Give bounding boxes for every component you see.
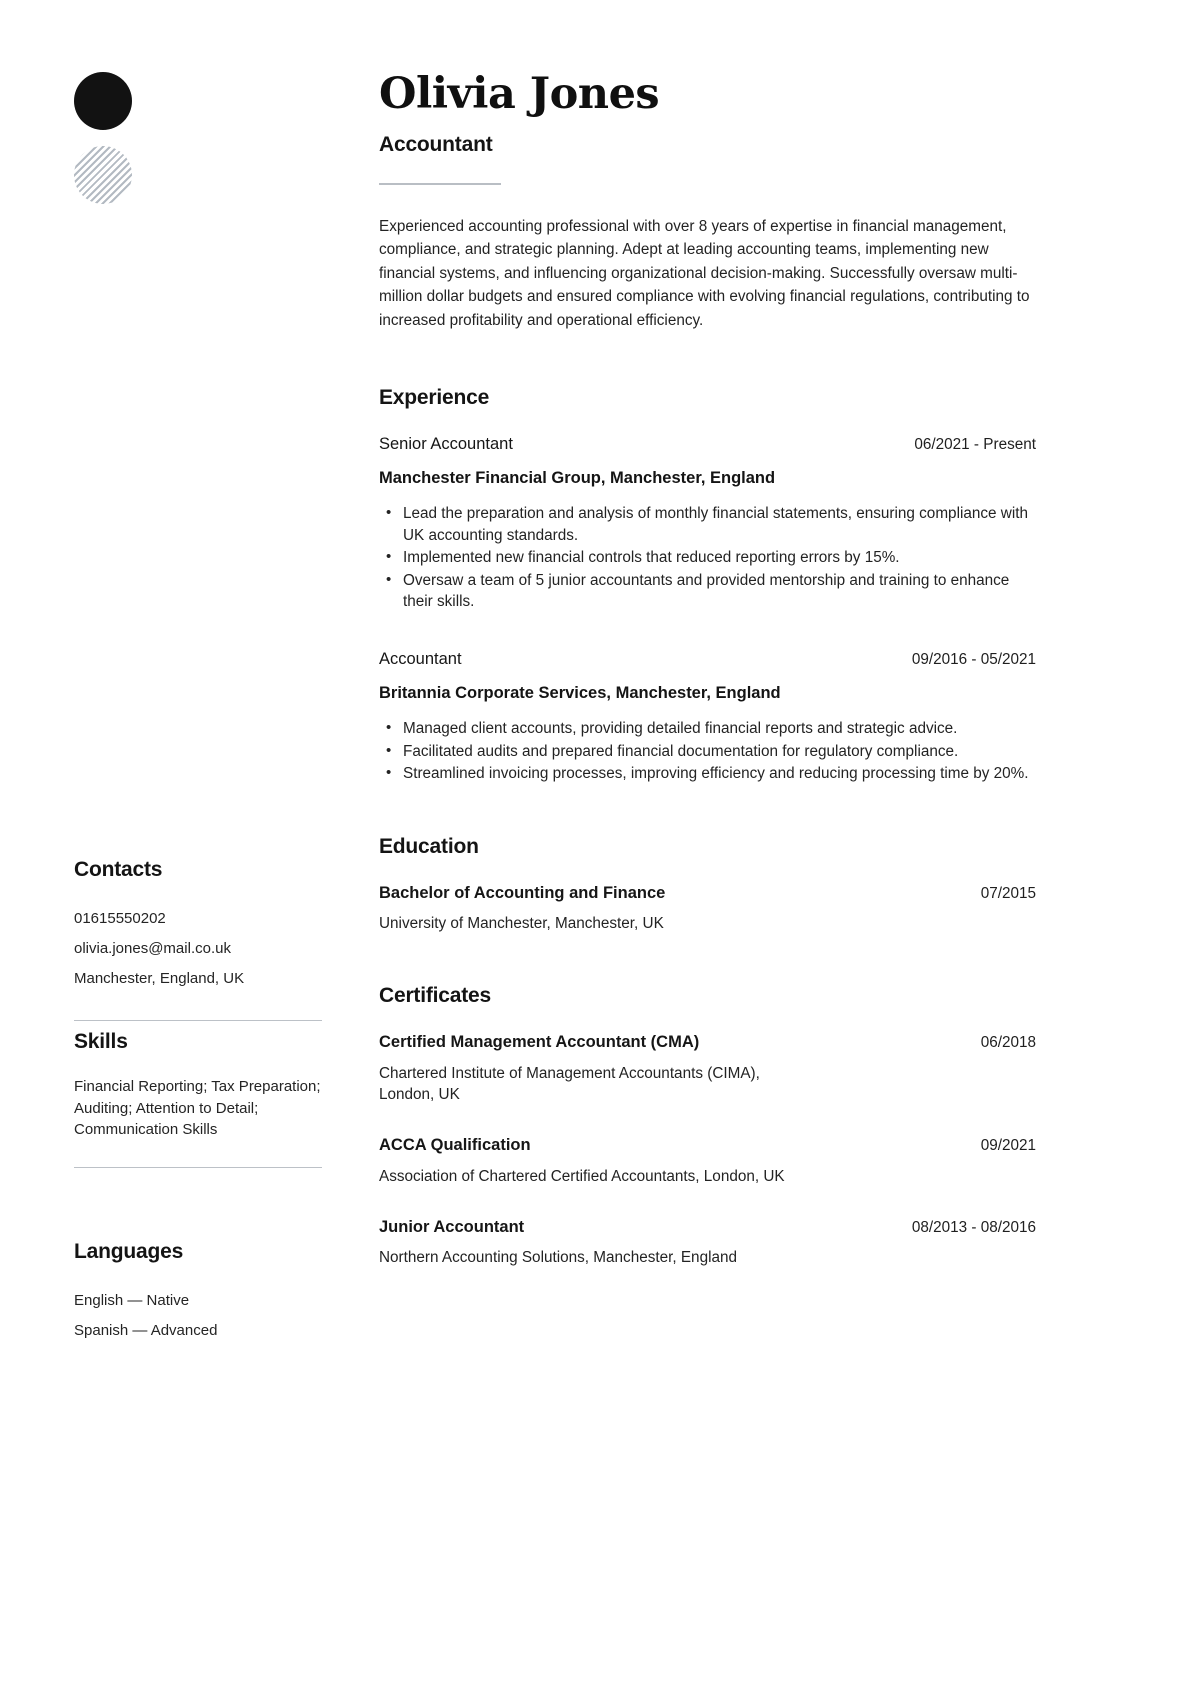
experience-organization: Britannia Corporate Services, Manchester, England: [379, 683, 781, 702]
sidebar-divider-1: [74, 1020, 322, 1021]
certificate-date: 06/2018: [980, 1034, 1036, 1052]
education-entry-header: [379, 883, 1036, 904]
solid-circle-icon: [74, 72, 132, 130]
experience-entry-header: [379, 434, 1036, 455]
education-entry: [379, 883, 1036, 935]
certificates-heading: Certificates: [379, 984, 491, 1008]
candidate-name: Olivia Jones: [379, 69, 660, 119]
main-column: [379, 69, 1036, 1295]
striped-circle-icon: [74, 146, 132, 204]
experience-bullet: • Managed client accounts, providing detailed financial reports and strategic advice.: [401, 718, 1036, 740]
certificate-title: Certified Management Accountant (CMA): [379, 1033, 700, 1052]
experience-date: 06/2021 - Present: [914, 436, 1036, 454]
experience-entry: [379, 649, 1036, 785]
experience-entry-header: [379, 649, 1036, 670]
experience-bullet-list: [379, 503, 1036, 613]
language-item: English — Native: [74, 1292, 190, 1309]
certificate-entry-header: [379, 1217, 1036, 1238]
certificate-issuer: Association of Chartered Certified Accountants, London, UK: [379, 1167, 785, 1185]
certificate-entry-header: [379, 1135, 1036, 1156]
education-heading: Education: [379, 834, 479, 858]
header-rule: [379, 183, 501, 185]
experience-bullet: • Lead the preparation and analysis of monthly financial statements, ensuring compliance with UK accounting standards.: [401, 503, 1036, 546]
skills-section: [74, 1030, 322, 1194]
certificate-entry: [379, 1032, 1036, 1105]
professional-summary: Experienced accounting professional with over 8 years of expertise in financial management, compliance, and strategic planning. Adept at leading accounting teams, implementing new financial systems, and influencing organizational decision-making. Successfully oversaw multi-million dollar budgets and ensured compliance with evolving financial regulations, contributing to increased profitability and operational efficiency.: [379, 217, 1030, 329]
language-item: Spanish — Advanced: [74, 1322, 218, 1339]
experience-bullet: • Facilitated audits and prepared financial documentation for regulatory compliance.: [401, 741, 1036, 763]
contact-email[interactable]: olivia.jones@mail.co.uk: [74, 940, 231, 957]
contact-phone[interactable]: 01615550202: [74, 910, 166, 927]
certificate-issuer: Northern Accounting Solutions, Manchester, England: [379, 1249, 737, 1267]
languages-heading: Languages: [74, 1240, 184, 1263]
certificate-title: ACCA Qualification: [379, 1135, 531, 1154]
certificate-entry-header: [379, 1032, 1036, 1053]
skills-heading: Skills: [74, 1030, 128, 1053]
contacts-section: [74, 858, 322, 1047]
experience-bullet: • Streamlined invoicing processes, improving efficiency and reducing processing time by 20%.: [401, 763, 1036, 785]
experience-date: 09/2016 - 05/2021: [911, 650, 1036, 668]
experience-heading: Experience: [379, 386, 490, 410]
experience-bullet: • Oversaw a team of 5 junior accountants and provided mentorship and training to enhance their skills.: [401, 570, 1036, 613]
skills-list: Financial Reporting; Tax Preparation; Auditing; Attention to Detail; Communication Skills: [74, 1078, 321, 1138]
experience-bullet: • Implemented new financial controls that reduced reporting errors by 15%.: [401, 547, 1036, 569]
education-date: 07/2015: [980, 884, 1036, 902]
sidebar-divider-2: [74, 1167, 322, 1168]
education-institution: University of Manchester, Manchester, UK: [379, 915, 664, 933]
certificates-section: [379, 984, 1036, 1268]
decorative-circles: [74, 72, 322, 204]
certificate-title: Junior Accountant: [379, 1217, 525, 1236]
certificate-entry: [379, 1135, 1036, 1187]
experience-job-title: Senior Accountant: [379, 435, 513, 454]
contact-location: Manchester, England, UK: [74, 970, 245, 987]
experience-organization: Manchester Financial Group, Manchester, England: [379, 468, 776, 487]
languages-section: [74, 1240, 322, 1346]
certificate-date: 08/2013 - 08/2016: [911, 1218, 1036, 1236]
contacts-heading: Contacts: [74, 858, 163, 881]
experience-section: [379, 386, 1036, 785]
experience-bullet-list: [379, 718, 1036, 785]
sidebar-decoration: [74, 72, 322, 204]
certificate-date: 09/2021: [980, 1136, 1036, 1154]
experience-entry: [379, 434, 1036, 613]
candidate-job-title: Accountant: [379, 133, 493, 157]
education-degree: Bachelor of Accounting and Finance: [379, 883, 666, 902]
certificate-entry: [379, 1217, 1036, 1269]
certificate-issuer: Chartered Institute of Management Accountants (CIMA), London, UK: [379, 1064, 760, 1103]
experience-job-title: Accountant: [379, 649, 462, 668]
education-section: [379, 835, 1036, 935]
